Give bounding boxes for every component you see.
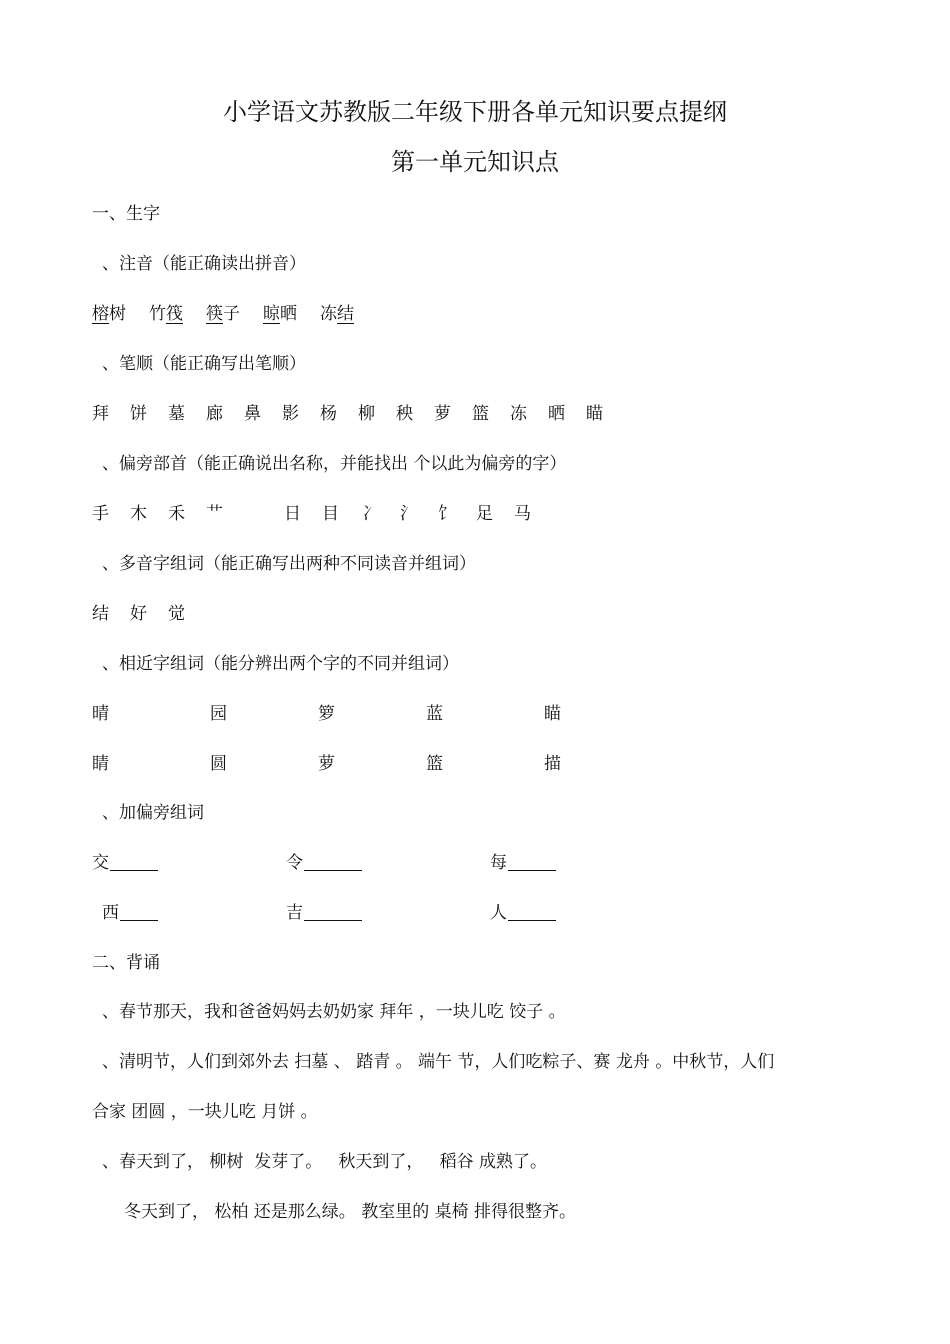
add-radical-label: 、加偏旁组词 (102, 803, 204, 823)
similar-item: 园 (210, 704, 227, 724)
word-item: 筷子 (206, 304, 240, 324)
radical-item: 禾 (168, 504, 185, 524)
char-item: 晒 (548, 404, 565, 424)
polyphone-item: 好 (130, 604, 147, 624)
similar-item: 圆 (210, 754, 227, 774)
polyphone-label: 、多音字组词（能正确写出两种不同读音并组词） (102, 554, 476, 574)
add-radical-item: 每 (490, 852, 507, 874)
section-heading-characters: 一、生字 (92, 204, 160, 224)
similar-item: 蓝 (426, 704, 443, 724)
answer-blank[interactable] (120, 902, 158, 921)
similar-item: 睛 (92, 754, 109, 774)
answer-blank[interactable] (304, 852, 362, 871)
recite-paragraph: 、春节那天，我和爸爸妈妈去奶奶家 拜年 ，一块儿吃 饺子 。 (102, 1002, 566, 1022)
char-item: 秧 (396, 404, 413, 424)
recite-paragraph: 冬天到了， 松柏 还是那么绿。 教室里的 桌椅 排得很整齐。 (124, 1202, 577, 1222)
char-item: 墓 (168, 404, 185, 424)
recite-paragraph: 、春天到了， 柳树 发芽了。 秋天到了， 稻谷 成熟了。 (102, 1152, 548, 1172)
answer-blank[interactable] (304, 902, 362, 921)
recite-paragraph: 合家 团圆 ，一块儿吃 月饼 。 (92, 1102, 318, 1122)
char-item: 柳 (358, 404, 375, 424)
char-item: 廊 (206, 404, 223, 424)
char-item: 饼 (130, 404, 147, 424)
radical-item: 足 (476, 504, 493, 524)
radical-item: 目 (322, 504, 339, 524)
add-radical-item: 令 (286, 852, 303, 874)
char-item: 冻 (510, 404, 527, 424)
char-item: 瞄 (586, 404, 603, 424)
radical-item: 冫 (362, 504, 379, 524)
radical-item: 氵 (400, 504, 417, 524)
radicals (92, 503, 552, 525)
char-item: 篮 (472, 404, 489, 424)
word-item: 榕树 (92, 304, 126, 324)
pinyin-label: 、注音（能正确读出拼音） (102, 254, 306, 274)
polyphone-item: 觉 (168, 604, 185, 624)
similar-item: 瞄 (544, 704, 561, 724)
answer-blank[interactable] (508, 852, 556, 871)
word-item: 冻结 (320, 304, 354, 324)
word-item: 竹筏 (149, 304, 183, 324)
add-radical-row (92, 852, 572, 876)
page-subtitle: 第一单元知识点 (391, 148, 559, 176)
pinyin-words (92, 303, 392, 325)
radical-item: 马 (514, 504, 531, 524)
similar-item: 晴 (92, 704, 109, 724)
char-item: 影 (282, 404, 299, 424)
stroke-chars (92, 403, 652, 425)
similar-item: 篮 (426, 754, 443, 774)
similar-row (92, 703, 592, 725)
similar-label: 、相近字组词（能分辨出两个字的不同并组词） (102, 654, 459, 674)
word-item: 晾晒 (263, 304, 297, 324)
add-radical-item: 吉 (286, 902, 303, 924)
char-item: 拜 (92, 404, 109, 424)
radical-label: 、偏旁部首（能正确说出名称，并能找出 个以此为偏旁的字） (102, 454, 567, 474)
add-radical-item: 交 (92, 852, 109, 874)
add-radical-item: 人 (490, 902, 507, 924)
similar-item: 描 (544, 754, 561, 774)
similar-row (92, 753, 592, 775)
polyphone-item: 结 (92, 604, 109, 624)
radical-item: 手 (92, 504, 109, 524)
add-radical-item: 西 (102, 902, 119, 924)
stroke-label: 、笔顺（能正确写出笔顺） (102, 354, 306, 374)
polyphones (92, 603, 212, 625)
radical-item: 饣 (438, 504, 455, 524)
radical-item: 艹 (206, 504, 223, 524)
similar-item: 萝 (318, 754, 335, 774)
char-item: 萝 (434, 404, 451, 424)
page-title: 小学语文苏教版二年级下册各单元知识要点提纲 (223, 98, 727, 126)
answer-blank[interactable] (110, 852, 158, 871)
char-item: 鼻 (244, 404, 261, 424)
recite-paragraph: 、清明节，人们到郊外去 扫墓 、 踏青 。 端午 节，人们吃粽子、赛 龙舟 。中秋节，人们 (102, 1052, 775, 1072)
section-heading-recite: 二、背诵 (92, 953, 160, 973)
add-radical-row (92, 902, 572, 926)
answer-blank[interactable] (508, 902, 556, 921)
radical-item: 日 (284, 504, 301, 524)
similar-item: 箩 (318, 704, 335, 724)
char-item: 杨 (320, 404, 337, 424)
radical-item: 木 (130, 504, 147, 524)
